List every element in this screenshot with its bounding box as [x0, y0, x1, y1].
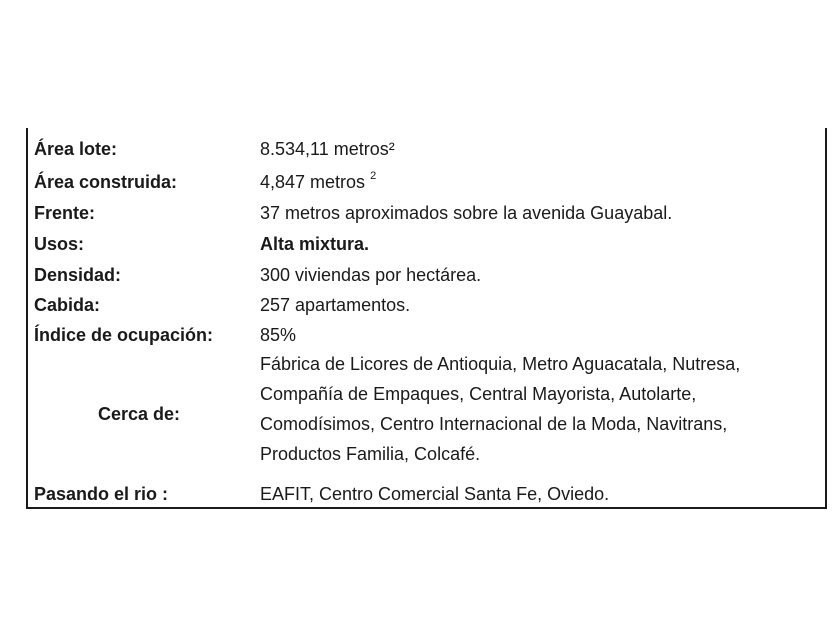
cerca-de-line: Compañía de Empaques, Central Mayorista, Autolarte, — [260, 384, 697, 404]
area-construida-exponent: 2 — [370, 170, 377, 182]
area-lote-label: Área lote: — [34, 139, 118, 159]
cerca-de-label: Cerca de: — [98, 404, 181, 424]
densidad-label: Densidad: — [34, 265, 122, 285]
property-details-table — [26, 128, 827, 509]
indice-ocupacion-label: Índice de ocupación: — [34, 325, 214, 345]
cerca-de-list — [260, 349, 740, 469]
frente-label: Frente: — [34, 203, 96, 223]
pasando-el-rio-value: EAFIT, Centro Comercial Santa Fe, Oviedo. — [260, 484, 610, 504]
area-construida-value-wrap — [260, 171, 376, 193]
cerca-de-line: Productos Familia, Colcafé. — [260, 444, 481, 464]
area-construida-label: Área construida: — [34, 172, 178, 192]
cerca-de-line: Comodísimos, Centro Internacional de la Moda, Navitrans, — [260, 414, 728, 434]
pasando-el-rio-label: Pasando el rio : — [34, 484, 169, 504]
area-lote-value: 8.534,11 metros² — [260, 139, 395, 159]
usos-value: Alta mixtura. — [260, 234, 370, 254]
cabida-label: Cabida: — [34, 295, 101, 315]
densidad-value: 300 viviendas por hectárea. — [260, 265, 482, 285]
area-construida-value: 4,847 metros — [260, 172, 366, 192]
cabida-value: 257 apartamentos. — [260, 295, 411, 315]
frente-value: 37 metros aproximados sobre la avenida Guayabal. — [260, 203, 673, 223]
indice-ocupacion-value: 85% — [260, 325, 297, 345]
usos-label: Usos: — [34, 234, 85, 254]
cerca-de-line: Fábrica de Licores de Antioquia, Metro Aguacatala, Nutresa, — [260, 354, 741, 374]
